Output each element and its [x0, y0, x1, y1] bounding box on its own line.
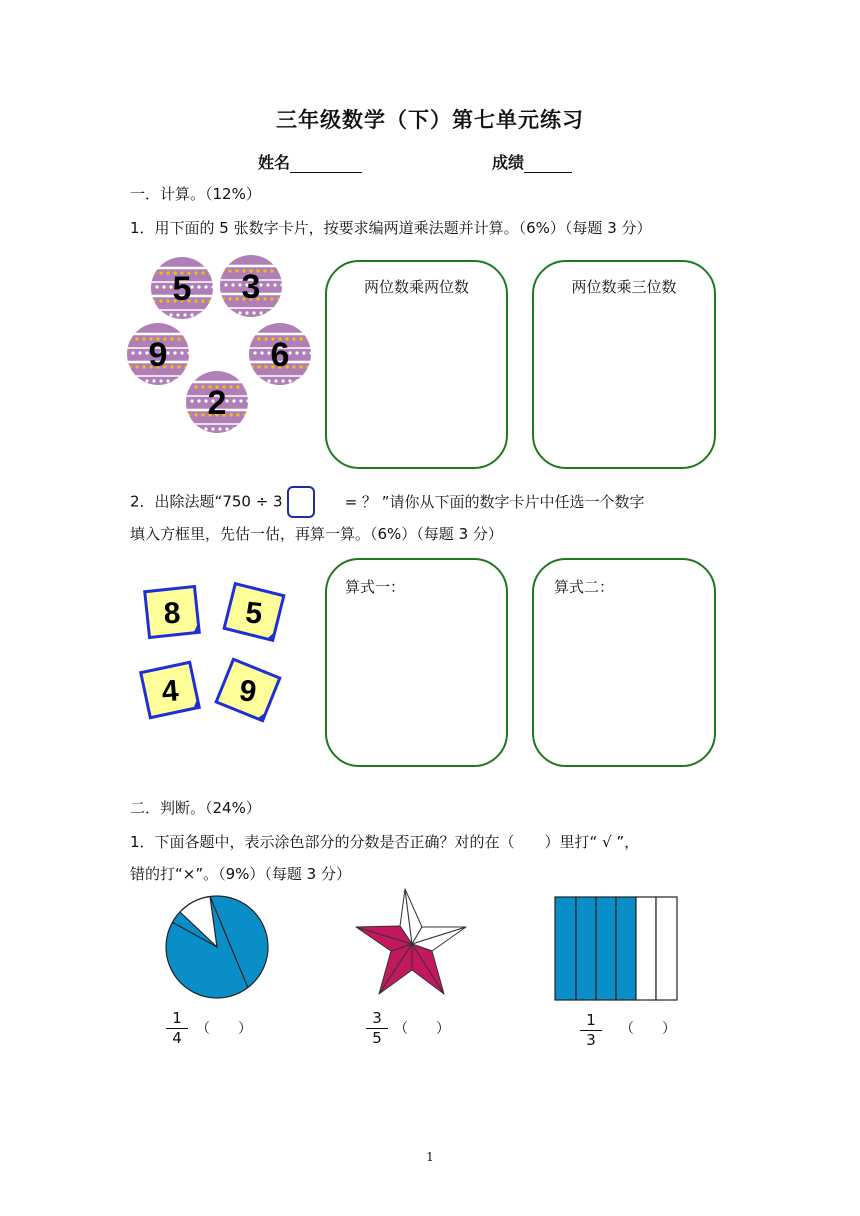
- shaded-rectangle-figure: [553, 895, 681, 1003]
- card-digit: 5: [243, 596, 264, 631]
- answer-paren-1[interactable]: （ ）: [196, 1021, 252, 1037]
- section1-heading: 一．计算。（12%）: [130, 185, 261, 203]
- box-label: 两位数乘三位数: [571, 278, 677, 296]
- number-card-square: [141, 662, 199, 717]
- answer-paren-3[interactable]: （ ）: [620, 1021, 676, 1037]
- score-blank[interactable]: [524, 156, 572, 173]
- numerator: 1: [586, 1011, 596, 1029]
- box-label: 算式二：: [554, 578, 615, 596]
- numerator: 3: [372, 1009, 382, 1027]
- numerator: 1: [172, 1009, 182, 1027]
- box-label: 两位数乘两位数: [363, 278, 469, 296]
- number-card-square: [145, 587, 200, 638]
- denominator: 4: [172, 1029, 182, 1047]
- card-digit: 9: [237, 673, 259, 710]
- card-digit: 8: [163, 596, 182, 631]
- square-cards: [130, 572, 305, 732]
- card-digit: 6: [270, 336, 290, 374]
- number-card-circle: [127, 323, 191, 385]
- q2-text-line2: 填入方框里，先估一估，再算一算。（6%）（每题 3 分）: [130, 525, 503, 543]
- card-digit: 2: [207, 384, 227, 422]
- box-label: 算式一：: [345, 578, 406, 596]
- answer-box-formula2[interactable]: [532, 558, 716, 767]
- q2-text-line1: [130, 486, 644, 518]
- s2q1-text-line2: 错的打“×”。（9%）（每题 3 分）: [130, 865, 351, 883]
- name-blank[interactable]: [290, 156, 362, 173]
- answer-box-2x2[interactable]: [325, 260, 508, 469]
- name-label: 姓名: [258, 153, 291, 172]
- s2q1-text-line1: 1．下面各题中，表示涂色部分的分数是否正确？对的在（ ）里打“ √ ”，: [130, 833, 640, 851]
- number-card-square: [216, 659, 280, 720]
- number-card-square: [224, 584, 284, 641]
- card-digit: 4: [160, 674, 180, 709]
- number-card-circle: [220, 255, 284, 317]
- q2-text-a: 2．出除法题“750 ÷ 3: [130, 492, 283, 511]
- number-card-circle: [249, 323, 313, 385]
- page-number: 1: [426, 1150, 434, 1164]
- denominator: 5: [372, 1029, 382, 1047]
- q1-text: 1．用下面的 5 张数字卡片，按要求编两道乘法题并计算。（6%）（每题 3 分）: [130, 219, 652, 237]
- answer-paren-2[interactable]: （ ）: [394, 1021, 450, 1037]
- q2-text-b: = ？ ”请你从下面的数字卡片中任选一个数字: [344, 492, 645, 511]
- card-digit: 5: [172, 270, 192, 308]
- page-title: 三年级数学（下）第七单元练习: [276, 108, 584, 132]
- circle-cards: [120, 250, 320, 440]
- score-label: 成绩: [492, 153, 525, 172]
- number-card-circle: [151, 257, 215, 319]
- name-field: [258, 150, 362, 173]
- denominator: 3: [586, 1031, 596, 1049]
- fraction-1: [166, 1010, 188, 1047]
- fraction-3: [580, 1012, 602, 1049]
- fraction-2: [366, 1010, 388, 1047]
- shaded-star-figure: [352, 886, 472, 998]
- answer-box-2x3[interactable]: [532, 260, 716, 469]
- shaded-circle-figure: [162, 892, 272, 1002]
- answer-box-formula1[interactable]: [325, 558, 508, 767]
- score-field: [492, 150, 572, 173]
- card-digit: 9: [148, 336, 168, 374]
- section2-heading: 二．判断。（24%）: [130, 799, 261, 817]
- number-card-circle: [186, 371, 250, 433]
- card-digit: 3: [241, 268, 261, 306]
- blank-box[interactable]: [287, 486, 315, 518]
